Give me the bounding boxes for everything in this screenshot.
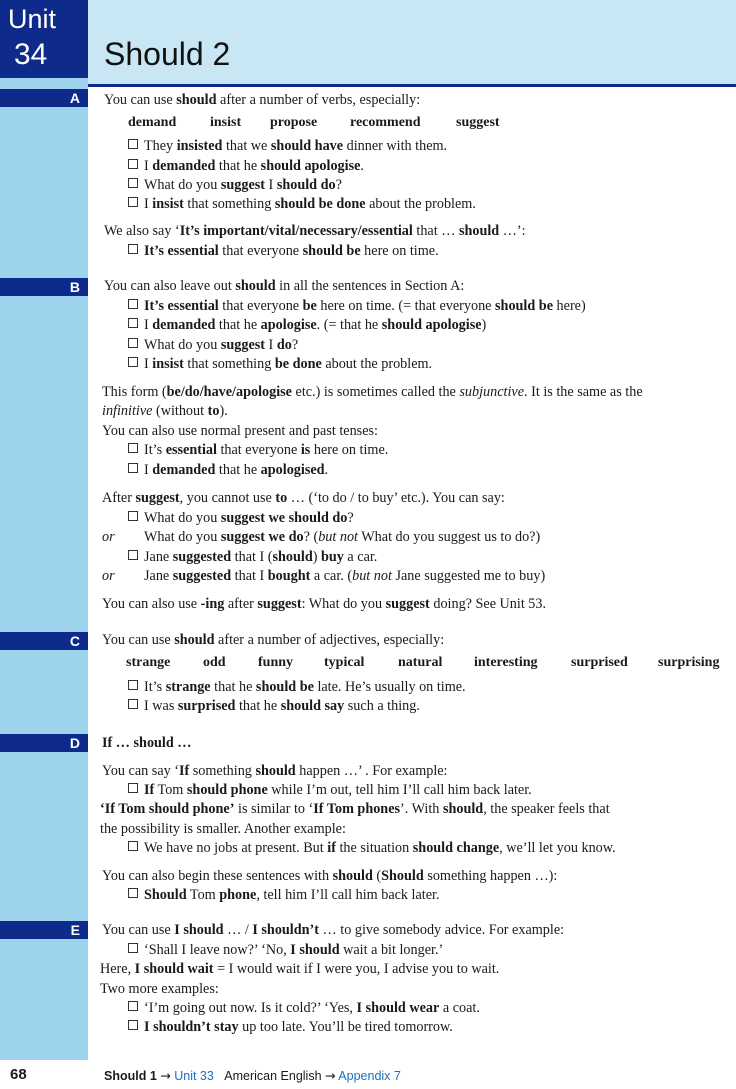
example-line: Jane suggested that I bought a car. (but not Jane suggested me to buy) <box>144 568 546 584</box>
example-line: What do you suggest I should do? <box>128 176 342 194</box>
example-line: I demanded that he apologised. <box>128 461 328 479</box>
example-line: It’s strange that he should be late. He’s usually on time. <box>128 678 466 696</box>
example-line: I was surprised that he should say such a thing. <box>128 697 420 715</box>
bullet-box-icon <box>128 357 138 367</box>
example-line: What do you suggest we should do? <box>128 509 354 527</box>
bullet-box-icon <box>128 443 138 453</box>
explanation-line: This form (be/do/have/apologise etc.) is sometimes called the subjunctive. It is the same as the <box>102 384 643 400</box>
explanation-line: After suggest, you cannot use to … (‘to do / to buy’ etc.). You can say: <box>102 490 505 506</box>
example-line: What do you suggest I do? <box>128 336 298 354</box>
example-line: It’s essential that everyone should be here on time. <box>128 242 439 260</box>
page-number: 68 <box>10 1066 27 1083</box>
bullet-box-icon <box>128 318 138 328</box>
verb-list-item: suggest <box>456 115 500 130</box>
example-line: If Tom should phone while I’m out, tell him I’ll call him back later. <box>128 781 532 799</box>
footer-link-appendix[interactable]: Appendix 7 <box>338 1069 401 1083</box>
section-b-intro: You can also leave out should in all the sentences in Section A: <box>104 278 465 294</box>
example-line: Jane suggested that I (should) buy a car. <box>128 548 377 566</box>
example-line: Should Tom phone, tell him I’ll call him back later. <box>128 886 440 904</box>
explanation-line: Two more examples: <box>100 981 219 997</box>
section-a-intro: You can use should after a number of verbs, especially: <box>104 92 421 108</box>
bullet-box-icon <box>128 783 138 793</box>
example-line: I insist that something be done about the problem. <box>128 355 432 373</box>
example-line: We have no jobs at present. But if the situation should change, we’ll let you know. <box>128 839 616 857</box>
example-line: I demanded that he should apologise. <box>128 157 364 175</box>
explanation-line: Here, I should wait = I would wait if I were you, I advise you to wait. <box>100 961 500 977</box>
footer-link-unit[interactable]: Unit 33 <box>174 1069 214 1083</box>
arrow-right-icon: → <box>325 1068 336 1083</box>
adjective-list-item: surprised <box>571 655 628 670</box>
section-c-tab: C <box>0 632 88 650</box>
explanation-line: the possibility is smaller. Another example: <box>100 821 346 837</box>
example-line: I shouldn’t stay up too late. You’ll be tired tomorrow. <box>128 1018 453 1036</box>
bullet-box-icon <box>128 1001 138 1011</box>
example-line: ‘Shall I leave now?’ ‘No, I should wait a bit longer.’ <box>128 941 443 959</box>
unit-badge <box>0 0 88 78</box>
explanation-line: We also say ‘It’s important/vital/necessary/essential that … should …’: <box>104 223 526 239</box>
example-line: ‘I’m going out now. Is it cold?’ ‘Yes, I should wear a coat. <box>128 999 480 1017</box>
section-d-tab: D <box>0 734 88 752</box>
bullet-box-icon <box>128 699 138 709</box>
adjective-list-item: natural <box>398 655 443 670</box>
adjective-list-item: funny <box>258 655 294 670</box>
adjective-list-item: interesting <box>474 655 538 670</box>
bullet-box-icon <box>128 299 138 309</box>
explanation-line: infinitive (without to). <box>102 403 228 419</box>
bullet-box-icon <box>128 338 138 348</box>
unit-number: 34 <box>14 38 48 71</box>
example-line: I demanded that he apologise. (= that he should apologise) <box>128 316 486 334</box>
explanation-line: You can also use -ing after suggest: What do you suggest doing? See Unit 53. <box>102 596 547 612</box>
verb-list-item: propose <box>270 115 318 130</box>
or-label: or <box>102 568 115 584</box>
section-e-intro: You can use I should … / I shouldn’t … to give somebody advice. For example: <box>102 922 565 938</box>
page-title: Should 2 <box>104 36 231 72</box>
example-line: It’s essential that everyone is here on time. <box>128 441 388 459</box>
unit-word: Unit <box>8 4 57 34</box>
example-line: I insist that something should be done about the problem. <box>128 195 476 213</box>
bullet-box-icon <box>128 197 138 207</box>
example-line: It’s essential that everyone be here on time. (= that everyone should be here) <box>128 297 586 315</box>
bullet-box-icon <box>128 888 138 898</box>
bullet-box-icon <box>128 159 138 169</box>
section-e-tab: E <box>0 921 88 939</box>
footer-references <box>104 1068 401 1083</box>
bullet-box-icon <box>128 178 138 188</box>
bullet-box-icon <box>128 139 138 149</box>
bullet-box-icon <box>128 511 138 521</box>
explanation-line: You can say ‘If something should happen …’ . For example: <box>102 763 448 779</box>
verb-list-item: insist <box>210 115 242 130</box>
explanation-line: ‘If Tom should phone’ is similar to ‘If Tom phones’. With should, the speaker feels that <box>100 801 610 817</box>
bullet-box-icon <box>128 244 138 254</box>
bullet-box-icon <box>128 680 138 690</box>
or-label: or <box>102 529 115 545</box>
bullet-box-icon <box>128 550 138 560</box>
section-b-tab: B <box>0 278 88 296</box>
adjective-list-item: surprising <box>658 655 720 670</box>
footer-ref-label: American English <box>224 1069 322 1083</box>
footer-ref-label: Should 1 <box>104 1069 157 1083</box>
adjective-list-item: strange <box>126 655 171 670</box>
verb-list-item: demand <box>128 115 177 130</box>
verb-list-item: recommend <box>350 115 421 130</box>
example-line: They insisted that we should have dinner with them. <box>128 137 447 155</box>
bullet-box-icon <box>128 463 138 473</box>
sidebar-band <box>0 0 88 1060</box>
section-a-tab: A <box>0 89 88 107</box>
explanation-line: You can also begin these sentences with should (Should something happen …): <box>102 868 558 884</box>
bullet-box-icon <box>128 943 138 953</box>
section-d-heading: If … should … <box>102 735 192 751</box>
arrow-right-icon: → <box>160 1068 171 1083</box>
bullet-box-icon <box>128 1020 138 1030</box>
section-c-intro: You can use should after a number of adjectives, especially: <box>102 632 445 648</box>
adjective-list-item: typical <box>324 655 365 670</box>
bullet-box-icon <box>128 841 138 851</box>
explanation-line: You can also use normal present and past tenses: <box>102 423 378 439</box>
adjective-list-item: odd <box>203 655 226 670</box>
example-line: What do you suggest we do? (but not What do you suggest us to do?) <box>144 529 541 545</box>
title-rule <box>88 84 736 87</box>
